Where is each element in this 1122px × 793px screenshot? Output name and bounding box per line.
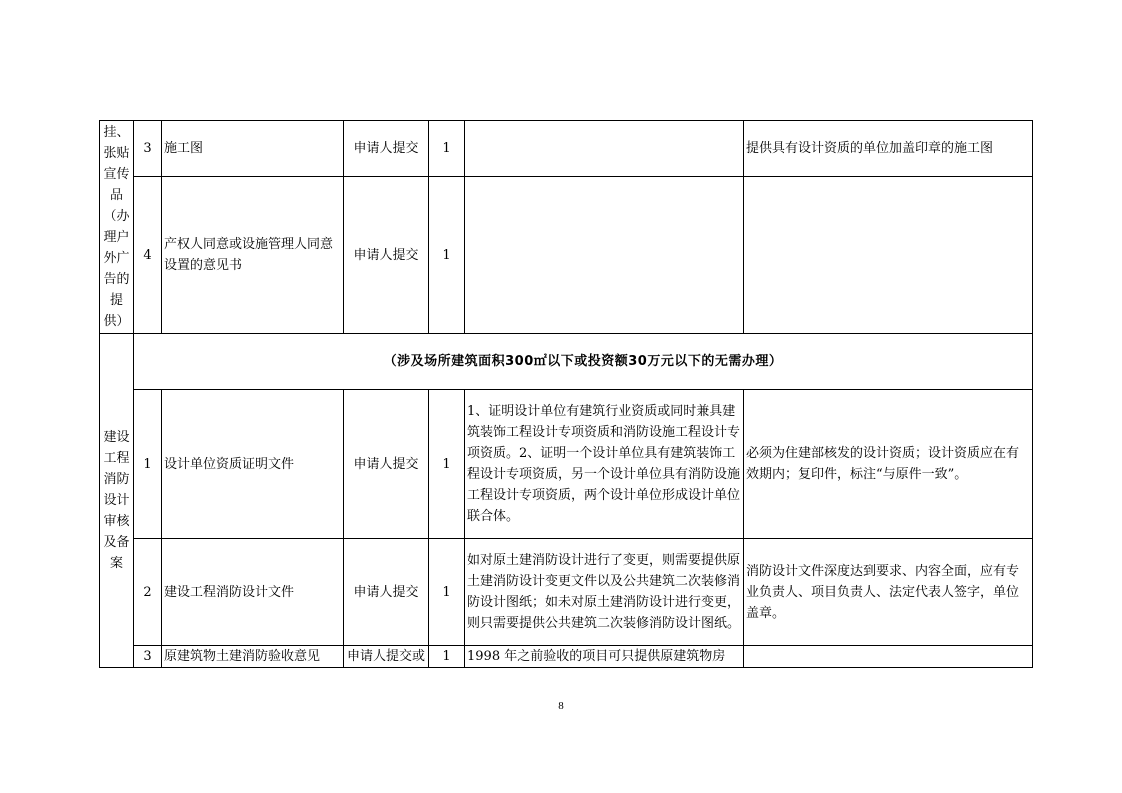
material-description: 1、证明设计单位有建筑行业资质或同时兼具建筑装饰工程设计专项资质和消防设施工程设计专项资质。2、证明一个设计单位具有建筑装饰工程设计专项资质，另一个设计单位具有消防设施工程设计专项资质，两个设计单位形成设计单位联合体。 [465,390,744,539]
material-name: 设计单位资质证明文件 [162,390,344,539]
submit-method: 申请人提交 [344,390,429,539]
table-row [100,539,1033,646]
material-remark: 提供具有设计资质的单位加盖印章的施工图 [744,121,1033,177]
submit-method: 申请人提交 [344,121,429,177]
material-remark: 消防设计文件深度达到要求、内容全面，应有专业负责人、项目负责人、法定代表人签字，单位盖章。 [744,539,1033,646]
material-name: 产权人同意或设施管理人同意设置的意见书 [162,177,344,334]
copy-count: 1 [429,646,465,668]
row-number: 4 [134,177,162,334]
submit-method: 申请人提交 [344,539,429,646]
material-description: 如对原土建消防设计进行了变更，则需要提供原土建消防设计变更文件以及公共建筑二次装修消防设计图纸；如未对原土建消防设计进行变更，则只需要提供公共建筑二次装修消防设计图纸。 [465,539,744,646]
row-number: 3 [134,646,162,668]
materials-table [99,120,1033,668]
material-remark [744,177,1033,334]
row-number: 1 [134,390,162,539]
submit-method: 申请人提交或 [344,646,429,668]
table-row [100,334,1033,390]
material-name: 建设工程消防设计文件 [162,539,344,646]
material-remark [744,646,1033,668]
material-description: 1998 年之前验收的项目可只提供原建筑物房 [465,646,744,668]
category-cell: 建设工程消防设计审核及备案 [100,334,134,668]
table-row [100,390,1033,539]
exemption-notice: （涉及场所建筑面积300㎡以下或投资额30万元以下的无需办理） [134,334,1033,390]
copy-count: 1 [429,177,465,334]
row-number: 3 [134,121,162,177]
material-name: 原建筑物土建消防验收意见 [162,646,344,668]
copy-count: 1 [429,539,465,646]
category-cell: 挂、张贴宣传品（办理户外广告的提供） [100,121,134,334]
table-row [100,121,1033,177]
copy-count: 1 [429,390,465,539]
submit-method: 申请人提交 [344,177,429,334]
material-remark: 必须为住建部核发的设计资质；设计资质应在有效期内；复印件，标注“与原件一致”。 [744,390,1033,539]
copy-count: 1 [429,121,465,177]
material-description [465,121,744,177]
table-row [100,177,1033,334]
material-name: 施工图 [162,121,344,177]
material-description [465,177,744,334]
page-number: 8 [558,700,564,712]
row-number: 2 [134,539,162,646]
table-row [100,646,1033,668]
